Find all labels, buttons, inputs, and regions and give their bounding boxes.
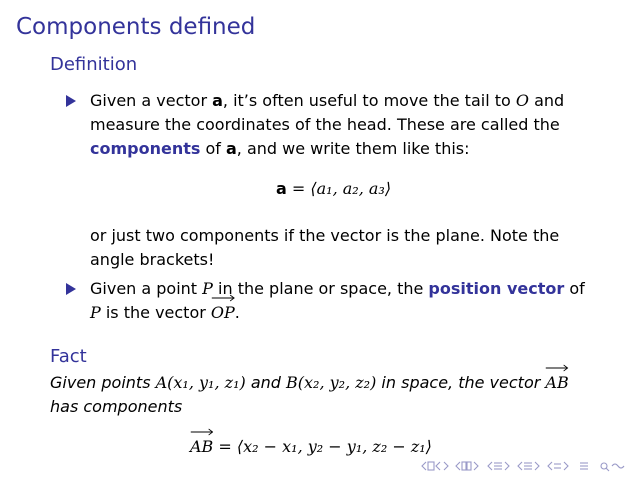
slide-title: Components defined: [16, 14, 256, 40]
equation-components: a = ⟨a₁, a₂, a₃⟩: [276, 179, 392, 198]
vector-op: OP: [211, 302, 235, 323]
nav-first-icon[interactable]: [422, 462, 434, 470]
vector-ab: AB: [190, 436, 213, 457]
nav-search-icon[interactable]: [601, 463, 624, 471]
nav-prev-icon[interactable]: [436, 462, 448, 470]
bullet-icon: [66, 283, 76, 295]
vector-arrow-icon: [190, 428, 213, 436]
item1-line3: components of a, and we write them like this:: [90, 139, 470, 158]
vector-ab: AB: [545, 372, 568, 393]
nav-section-prev-icon[interactable]: [488, 462, 509, 470]
item2-line1: Given a point P in the plane or space, the position vector of: [90, 279, 585, 298]
after-eq-line1: or just two components if the vector is the plane. Note the: [90, 226, 560, 245]
navigation-bar: [420, 459, 630, 473]
vector-arrow-icon: [545, 364, 568, 372]
item1-line2: measure the coordinates of the head. These are called the: [90, 115, 560, 134]
item1-line1: Given a vector a, it’s often useful to move the tail to O and: [90, 91, 565, 110]
bullet-icon: [66, 95, 76, 107]
fact-line2: has components: [50, 397, 183, 416]
equation-ab: AB = ⟨x₂ − x₁, y₂ − y₁, z₂ − z₁⟩: [190, 436, 432, 457]
fact-heading: Fact: [50, 346, 87, 367]
fact-line1: Given points A(x₁, y₁, z₁) and B(x₂, y₂, z₂) in space, the vector AB: [50, 372, 569, 393]
item2-line2: P is the vector OP.: [90, 302, 240, 323]
vector-arrow-icon: [211, 294, 235, 302]
after-eq-line2: angle brackets!: [90, 250, 215, 269]
definition-heading: Definition: [50, 54, 138, 75]
nav-section-next-icon[interactable]: [518, 462, 539, 470]
nav-align-icon[interactable]: [580, 463, 588, 469]
nav-subsection-icon[interactable]: [548, 462, 568, 470]
nav-frame-next-icon[interactable]: [474, 462, 478, 470]
nav-frame-prev-icon[interactable]: [456, 462, 471, 470]
